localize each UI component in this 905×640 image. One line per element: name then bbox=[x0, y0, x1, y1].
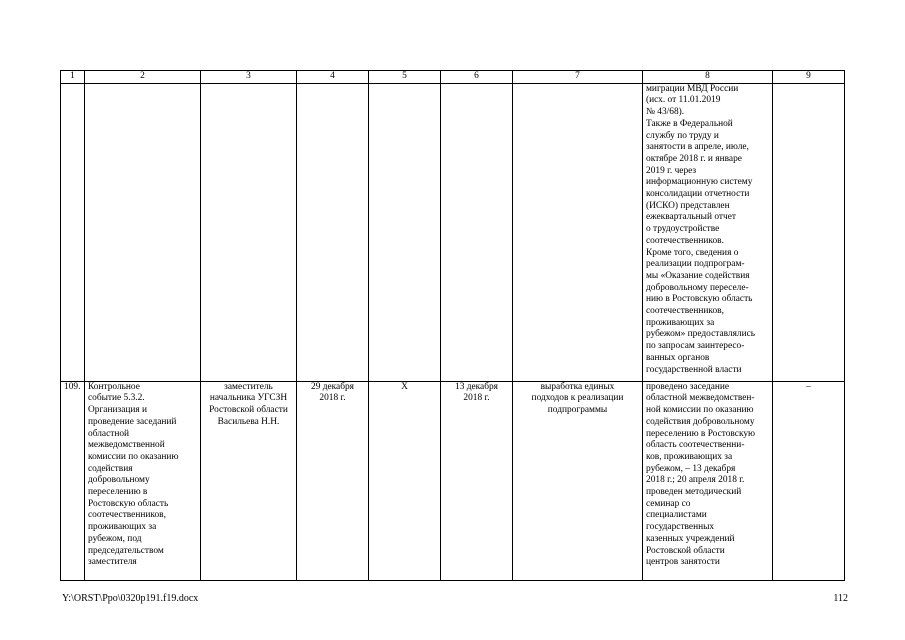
cell-text-line: проживающих за bbox=[646, 317, 715, 328]
cell-text-line: Ростовской области bbox=[646, 545, 725, 556]
table-cell bbox=[513, 83, 643, 381]
table-cell bbox=[369, 83, 441, 381]
cell-text-line: (исх. от 11.01.2019 bbox=[646, 95, 721, 106]
column-number: 9 bbox=[773, 71, 845, 84]
table-row bbox=[61, 381, 845, 580]
cell-text-line: подпрограммы bbox=[547, 405, 608, 416]
cell-text-line: 2018 г.; 20 апреля 2018 г. bbox=[646, 475, 745, 486]
cell-text-line: проживающих за bbox=[88, 522, 157, 533]
cell-text-line: начальника УГСЗН bbox=[209, 393, 288, 404]
cell-text-line: консолидации отчетности bbox=[646, 189, 750, 200]
cell-text-line: ванных органов bbox=[646, 352, 710, 363]
table-row bbox=[61, 83, 845, 381]
table-cell bbox=[441, 83, 513, 381]
cell-text-line: проведен методический bbox=[646, 487, 742, 498]
cell-text-line: содействия bbox=[88, 463, 133, 474]
cell-text-line: выработка единых bbox=[540, 381, 615, 392]
cell-text-line: рубежом» предоставлялись bbox=[646, 329, 756, 340]
result-cell bbox=[513, 381, 643, 580]
cell-text-line: заместитель bbox=[224, 381, 273, 392]
cell-text-line: 2019 г. через bbox=[646, 165, 697, 176]
cell-text-line: 2018 г. bbox=[319, 393, 346, 404]
cell-text-line: 13 декабря bbox=[455, 381, 498, 392]
cell-text-line: переселению в Ростовскую bbox=[646, 428, 756, 439]
column-number: 3 bbox=[201, 71, 297, 84]
cell-text-line: Х bbox=[401, 381, 408, 392]
cell-text-line: миграции МВД России bbox=[646, 83, 739, 94]
actual-date-cell bbox=[441, 381, 513, 580]
cell-text-line: областной bbox=[88, 428, 130, 439]
cell-text-line: переселению в bbox=[88, 487, 148, 498]
cell-text-line: о трудоустройстве bbox=[646, 224, 720, 235]
cell-text-line: Организация и bbox=[88, 405, 148, 416]
column-number: 2 bbox=[85, 71, 201, 84]
cell-text-line: информационную систему bbox=[646, 177, 753, 188]
cell-text-line: центров занятости bbox=[646, 557, 720, 568]
cell-text-line: соотечественников, bbox=[88, 510, 166, 521]
responsible-person-cell bbox=[201, 381, 297, 580]
cell-text-line: Ростовской области bbox=[209, 405, 288, 416]
cell-text-line: заместителя bbox=[88, 557, 137, 568]
cell-text-line: рубежом, – 13 декабря bbox=[646, 463, 736, 474]
table-cell bbox=[201, 83, 297, 381]
cell-text-line: соотечественников, bbox=[646, 306, 724, 317]
row-number-cell bbox=[61, 381, 85, 580]
column-number: 4 bbox=[297, 71, 369, 84]
column-number: 1 bbox=[61, 71, 85, 84]
cell-text-line: содействия добровольному bbox=[646, 416, 755, 427]
cell-text-line: рубежом, под bbox=[88, 533, 142, 544]
cell-text-line: проведено заседание bbox=[646, 381, 730, 392]
table-cell bbox=[773, 83, 845, 381]
cell-text-line: ной комиссии по оказанию bbox=[646, 405, 754, 416]
cell-text-line: Васильева Н.Н. bbox=[217, 416, 280, 427]
table-cell bbox=[61, 83, 85, 381]
cell-text-line: № 43/68). bbox=[646, 107, 685, 118]
cell-text-line: специалистами bbox=[646, 510, 707, 521]
mark-cell bbox=[369, 381, 441, 580]
cell-text-line: межведомственной bbox=[88, 440, 165, 451]
cell-text-line: октябре 2018 г. и январе bbox=[646, 153, 742, 164]
note-cell bbox=[773, 381, 845, 580]
cell-text-line: занятости в апреле, июле, bbox=[646, 142, 749, 153]
cell-text-line: нию в Ростовскую область bbox=[646, 294, 753, 305]
cell-text-line: Ростовскую область bbox=[88, 498, 169, 509]
cell-text-line: реализации подпрограм- bbox=[646, 259, 745, 270]
cell-text-line: Также в Федеральной bbox=[646, 118, 733, 129]
page-number: 112 bbox=[833, 593, 848, 604]
cell-text-line: областной межведомствен- bbox=[646, 393, 755, 404]
cell-text-line: государственных bbox=[646, 522, 715, 533]
cell-text-line: семинар со bbox=[646, 498, 691, 509]
cell-text-line: ежеквартальный отчет bbox=[646, 212, 736, 223]
document-table bbox=[60, 70, 845, 581]
cell-text-line: службу по труду и bbox=[646, 130, 719, 141]
cell-text-line: – bbox=[806, 381, 811, 392]
cell-text-line: область соотечественни- bbox=[646, 440, 745, 451]
column-number-row bbox=[61, 71, 845, 84]
cell-text-line: соотечественников. bbox=[646, 235, 724, 246]
column-number: 5 bbox=[369, 71, 441, 84]
column-number: 6 bbox=[441, 71, 513, 84]
cell-text-line: 2018 г. bbox=[463, 393, 490, 404]
cell-text-line: ков, проживающих за bbox=[646, 451, 733, 462]
table-cell bbox=[85, 83, 201, 381]
cell-text-line: мы «Оказание содействия bbox=[646, 270, 750, 281]
implementation-info-cell bbox=[643, 381, 773, 580]
cell-text-line: Контрольное bbox=[88, 381, 140, 392]
cell-text-line: подходов к реализации bbox=[531, 393, 624, 404]
cell-text-line: проведение заседаний bbox=[88, 416, 177, 427]
cell-text-line: председательством bbox=[88, 545, 164, 556]
cell-text-line: государственной власти bbox=[646, 364, 742, 375]
column-number: 7 bbox=[513, 71, 643, 84]
cell-text-line: 29 декабря bbox=[311, 381, 354, 392]
cell-text-line: Кроме того, сведения о bbox=[646, 247, 739, 258]
table-cell bbox=[643, 83, 773, 381]
cell-text-line: (ИСКО) представлен bbox=[646, 200, 730, 211]
cell-text-line: добровольному переселе- bbox=[646, 282, 749, 293]
event-description-cell bbox=[85, 381, 201, 580]
file-path: Y:\ORST\Ppo\0320p191.f19.docx bbox=[62, 593, 199, 604]
cell-text-line: добровольному bbox=[88, 475, 150, 486]
planned-date-cell bbox=[297, 381, 369, 580]
table-cell bbox=[297, 83, 369, 381]
cell-text-line: по запросам заинтересо- bbox=[646, 341, 745, 352]
cell-text-line: 109. bbox=[64, 381, 81, 392]
cell-text-line: казенных учреждений bbox=[646, 533, 735, 544]
cell-text-line: комиссии по оказанию bbox=[88, 451, 179, 462]
column-number: 8 bbox=[643, 71, 773, 84]
cell-text-line: событие 5.3.2. bbox=[88, 393, 145, 404]
